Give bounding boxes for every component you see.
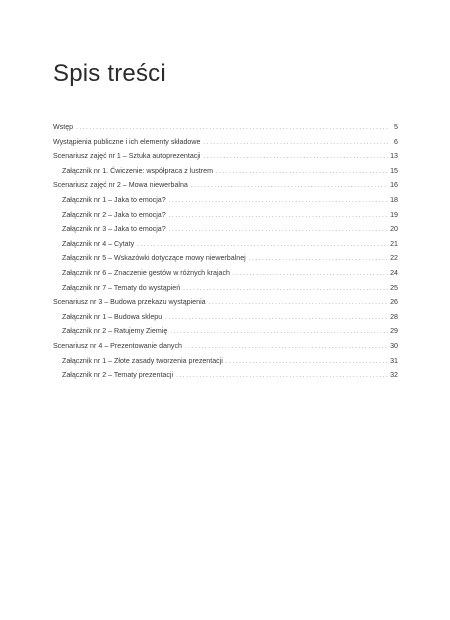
toc-entry-label: Załącznik nr 2 – Jaka to emocja? <box>62 210 166 219</box>
toc-entry-label: Załącznik nr 3 – Jaka to emocja? <box>62 225 166 234</box>
toc-entry-page: 18 <box>390 195 398 204</box>
toc-entry-label: Wstęp <box>53 123 74 131</box>
toc-entry-page: 20 <box>390 225 398 234</box>
toc-entry-page: 22 <box>390 254 398 263</box>
toc-entry-label: Załącznik nr 2 – Ratujemy Ziemię <box>62 327 168 336</box>
toc-entry-page: 6 <box>394 137 398 146</box>
dot-leader <box>76 121 390 135</box>
toc-subentry[interactable] <box>53 237 398 252</box>
toc-subentry[interactable] <box>53 354 398 369</box>
toc-entry-label: Załącznik nr 1 – Złote zasady tworzenia prezentacji <box>62 356 223 365</box>
toc-entry-page: 26 <box>390 298 398 307</box>
toc-entry-page: 15 <box>390 166 398 175</box>
toc-entry-page: 29 <box>390 327 398 336</box>
toc-entry-label: Załącznik nr 6 – Znaczenie gestów w różnych krajach <box>62 268 230 277</box>
toc-entry-label: Załącznik nr 1 – Jaka to emocja? <box>62 195 166 204</box>
toc-entry-page: 16 <box>390 181 398 190</box>
toc-entry[interactable] <box>53 295 398 310</box>
toc-entry-page: 28 <box>390 312 398 321</box>
toc-subentry[interactable] <box>53 222 398 237</box>
toc-entry-label: Załącznik nr 1. Ćwiczenie: współpraca z lustrem <box>62 166 213 175</box>
toc-entry[interactable] <box>53 120 398 135</box>
toc-subentry[interactable] <box>53 324 398 339</box>
toc-subentry[interactable] <box>53 266 398 281</box>
toc-entry[interactable] <box>53 149 398 164</box>
dot-leader <box>185 340 388 354</box>
toc-entry[interactable] <box>53 135 398 150</box>
toc-entry-page: 24 <box>390 268 398 277</box>
toc-entry-label: Scenariusz zajęć nr 2 – Mowa niewerbalna <box>53 181 188 190</box>
toc-entry-page: 32 <box>390 371 398 380</box>
toc-subentry[interactable] <box>53 281 398 296</box>
toc-entry-page: 5 <box>394 123 398 131</box>
toc-entry-label: Scenariusz nr 3 – Budowa przekazu wystąpienia <box>53 298 206 307</box>
toc-subentry[interactable] <box>53 164 398 179</box>
dot-leader <box>226 355 388 369</box>
toc-subentry[interactable] <box>53 251 398 266</box>
toc-subentry[interactable] <box>53 193 398 208</box>
toc-entry-page: 30 <box>390 341 398 350</box>
dot-leader <box>176 369 388 383</box>
toc-entry-label: Scenariusz nr 4 – Prezentowanie danych <box>53 341 182 350</box>
toc-entry-label: Wystąpienia publiczne i ich elementy składowe <box>53 137 201 146</box>
dot-leader <box>169 223 388 237</box>
table-of-contents <box>53 120 398 383</box>
toc-entry-label: Scenariusz zajęć nr 1 – Sztuka autoprezentacji <box>53 152 201 161</box>
dot-leader <box>183 282 388 296</box>
dot-leader <box>209 296 389 310</box>
dot-leader <box>233 267 388 281</box>
toc-subentry[interactable] <box>53 208 398 223</box>
toc-entry-page: 13 <box>390 152 398 161</box>
toc-entry-page: 31 <box>390 356 398 365</box>
toc-entry-label: Załącznik nr 2 – Tematy prezentacji <box>62 371 174 380</box>
dot-leader <box>169 209 388 223</box>
page-title: Spis treści <box>53 60 166 87</box>
dot-leader <box>191 179 388 193</box>
dot-leader <box>137 238 388 252</box>
toc-entry-page: 19 <box>390 210 398 219</box>
toc-entry-label: Załącznik nr 5 – Wskazówki dotyczące mowy niewerbalnej <box>62 254 246 263</box>
toc-subentry[interactable] <box>53 368 398 383</box>
dot-leader <box>165 311 388 325</box>
dot-leader <box>203 136 390 150</box>
toc-entry[interactable] <box>53 339 398 354</box>
toc-subentry[interactable] <box>53 310 398 325</box>
dot-leader <box>203 150 388 164</box>
dot-leader <box>170 325 388 339</box>
dot-leader <box>249 252 388 266</box>
dot-leader <box>169 194 388 208</box>
toc-entry[interactable] <box>53 178 398 193</box>
toc-entry-label: Załącznik nr 7 – Tematy do wystąpień <box>62 283 181 292</box>
toc-entry-label: Załącznik nr 4 – Cytaty <box>62 239 135 248</box>
toc-entry-page: 25 <box>390 283 398 292</box>
toc-entry-page: 21 <box>390 239 398 248</box>
dot-leader <box>216 165 388 179</box>
toc-entry-label: Załącznik nr 1 – Budowa sklepu <box>62 312 163 321</box>
